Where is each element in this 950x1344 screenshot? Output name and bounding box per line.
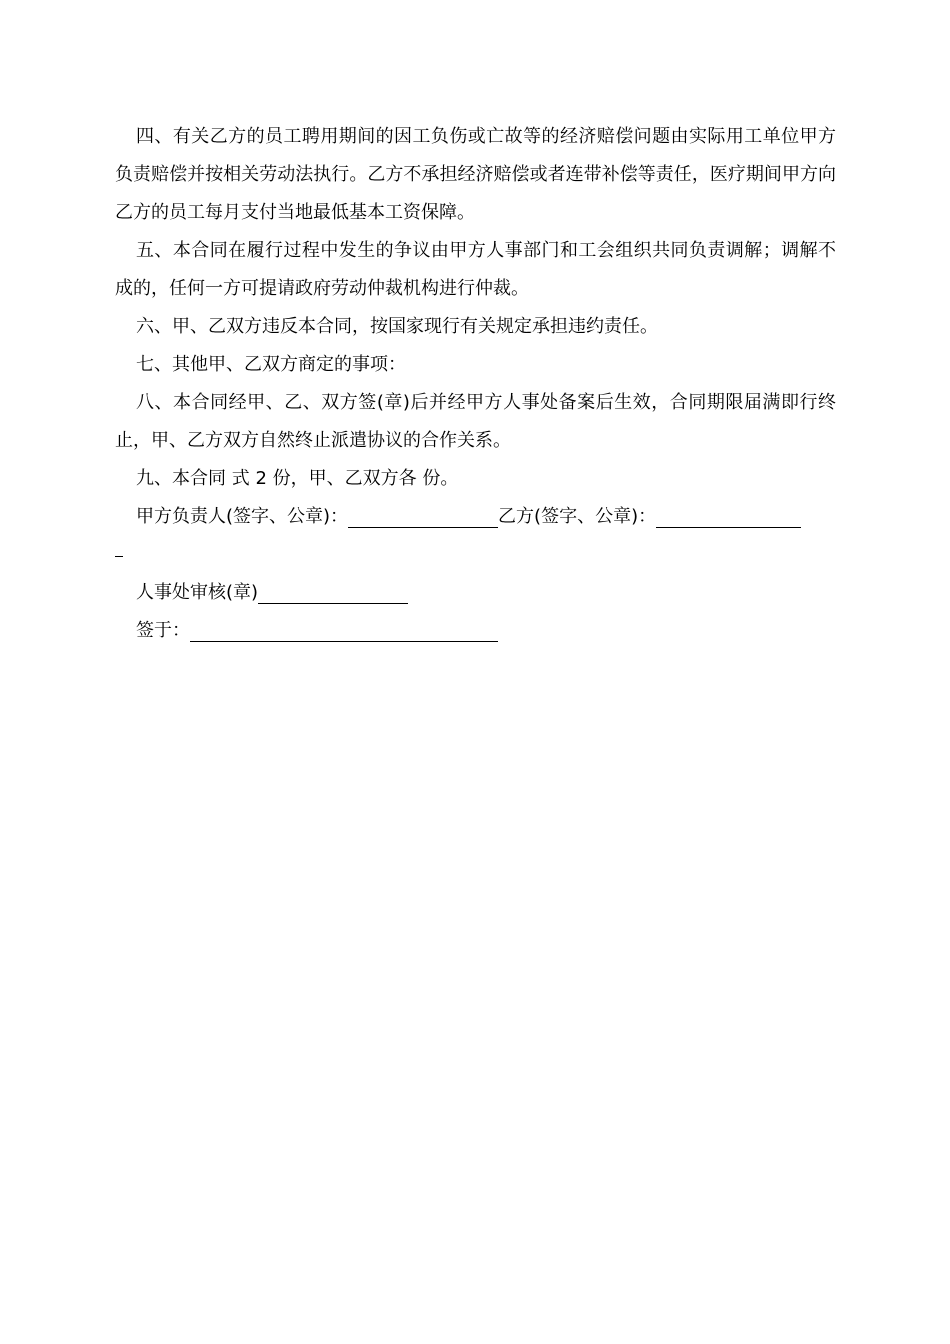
- signed-at-blank: [190, 617, 498, 642]
- hr-review-line: [115, 574, 836, 612]
- signed-at-line: [115, 612, 836, 650]
- hr-review-label: 人事处审核(章): [136, 582, 259, 603]
- signature-blank-overflow: [115, 556, 123, 557]
- clause-6: 六、甲、乙双方违反本合同，按国家现行有关规定承担违约责任。: [136, 316, 658, 337]
- signature-line-spacer: [115, 536, 836, 574]
- signed-at-label: 签于：: [136, 620, 190, 641]
- clause-5: 五、本合同在履行过程中发生的争议由甲方人事部门和工会组织共同负责调解；调解不成的，任何一方可提请政府劳动仲裁机构进行仲裁。: [115, 240, 836, 299]
- party-a-signature-blank: [348, 503, 498, 528]
- signature-line-parties: [115, 498, 836, 536]
- party-a-signature-label: 甲方负责人(签字、公章)：: [136, 506, 349, 527]
- clause-4: 四、有关乙方的员工聘用期间的因工负伤或亡故等的经济赔偿问题由实际用工单位甲方负责赔偿并按相关劳动法执行。乙方不承担经济赔偿或者连带补偿等责任，医疗期间甲方向乙方的员工每月支付当地最低基本工资保障。: [115, 126, 836, 223]
- party-b-signature-label: 乙方(签字、公章)：: [498, 506, 657, 527]
- contract-body: [115, 118, 836, 650]
- clause-9: 九、本合同 式 2 份，甲、乙双方各 份。: [136, 468, 459, 489]
- clause-7: 七、其他甲、乙双方商定的事项：: [136, 354, 406, 375]
- hr-review-blank: [258, 579, 408, 604]
- clause-8: 八、本合同经甲、乙、双方签(章)后并经甲方人事处备案后生效，合同期限届满即行终止，甲、乙方双方自然终止派遣协议的合作关系。: [115, 392, 836, 451]
- party-b-signature-blank: [656, 503, 801, 528]
